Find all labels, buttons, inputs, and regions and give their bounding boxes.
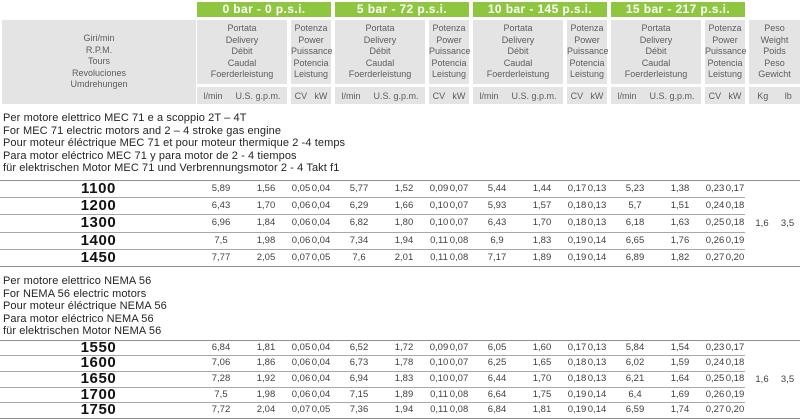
cell-cv: 0,24 [705, 357, 725, 369]
table-row [0, 197, 745, 214]
unit-kw: kW [728, 90, 742, 101]
cell-lmin: 6,05 [487, 341, 507, 353]
cell-cv: 0,11 [430, 388, 448, 400]
cell-gpm: 1,60 [532, 341, 552, 353]
unit-lb: lb [784, 90, 792, 101]
cell-lmin: 7,28 [211, 373, 231, 385]
cell-kw: 0,04 [311, 373, 331, 385]
weight-lb: 3,5 [780, 217, 795, 229]
cell-kw: 0,13 [587, 217, 607, 229]
cell-gpm: 1,94 [394, 404, 414, 416]
table-row [0, 355, 745, 371]
unit-lmin: l/min [203, 90, 223, 101]
cell-gpm: 1,75 [532, 388, 552, 400]
cell-lmin: 7,15 [349, 388, 369, 400]
cell-cv: 0,19 [567, 388, 587, 400]
cell-kw: 0,20 [725, 404, 745, 416]
weight-kg: 1,6 [755, 217, 769, 229]
cell-kw: 0,19 [725, 234, 745, 246]
cell-cv: 0,27 [705, 404, 725, 416]
unit-kg: Kg [757, 90, 769, 101]
cell-kw: 0,07 [449, 217, 469, 229]
table-header [0, 0, 800, 104]
cell-gpm: 1,56 [256, 182, 276, 194]
cell-lmin: 6,89 [625, 251, 645, 263]
cell-cv: 0,10 [429, 217, 449, 229]
cell-cv: 0,18 [567, 373, 587, 385]
unit-kw: kW [590, 90, 604, 101]
cell-gpm: 1,78 [394, 357, 414, 369]
table-row [0, 371, 745, 387]
cell-lmin: 6,25 [487, 357, 507, 369]
cell-gpm: 1,86 [256, 357, 276, 369]
cell-gpm: 1,81 [532, 404, 552, 416]
cell-cv: 0,06 [291, 388, 311, 400]
cell-gpm: 1,74 [670, 404, 690, 416]
cell-kw: 0,04 [311, 217, 331, 229]
cell-kw: 0,13 [587, 357, 607, 369]
cell-cv: 0,06 [291, 217, 311, 229]
cell-kw: 0,14 [587, 234, 607, 246]
unit-lmin: l/min [341, 90, 361, 101]
weight-cell [749, 181, 800, 266]
cell-gpm: 1,70 [532, 373, 552, 385]
cell-kw: 0,04 [311, 234, 331, 246]
cell-kw: 0,07 [449, 341, 469, 353]
unit-cv: CV [294, 90, 308, 101]
cell-lmin: 6,84 [211, 341, 231, 353]
flow-header-cell: Portata Delivery Débit Caudal Foerderleistung [473, 20, 563, 84]
cell-cv: 0,06 [291, 234, 311, 246]
cell-cv: 0,09 [429, 341, 449, 353]
cell-kw: 0,14 [587, 388, 607, 400]
pressure-bar-5bar: 5 bar - 72 p.s.i. [335, 2, 469, 17]
cell-gpm: 1,63 [670, 217, 690, 229]
cell-kw: 0,07 [449, 200, 469, 212]
cell-gpm: 1,98 [256, 388, 276, 400]
power-header-cell: Potenza Power Puissance Potencia Leistung [291, 20, 331, 84]
cell-kw: 0,07 [449, 357, 469, 369]
cell-gpm: 1,83 [394, 373, 414, 385]
cell-cv: 0,23 [705, 341, 725, 353]
cell-lmin: 6,73 [349, 357, 369, 369]
cell-kw: 0,14 [587, 404, 607, 416]
unit-cv: CV [570, 90, 584, 101]
cell-lmin: 7,77 [211, 251, 231, 263]
cell-gpm: 1,66 [394, 200, 414, 212]
cell-kw: 0,07 [449, 182, 469, 194]
cell-kw: 0,04 [311, 341, 331, 353]
cell-kw: 0,04 [311, 357, 331, 369]
nema56-rows [0, 338, 800, 419]
unit-kw: kW [314, 90, 328, 101]
power-units-cell [429, 87, 469, 104]
cell-lmin: 6,43 [211, 200, 231, 212]
cell-cv: 0,17 [567, 182, 587, 194]
power-header-cell: Potenza Power Puissance Potencia Leistung [705, 20, 745, 84]
cell-gpm: 1,89 [532, 251, 552, 263]
rpm-value: 1200 [80, 197, 117, 215]
cell-kw: 0,18 [725, 357, 745, 369]
cell-kw: 0,20 [725, 251, 745, 263]
cell-gpm: 1,82 [670, 251, 690, 263]
cell-cv: 0,11 [430, 251, 448, 263]
cell-gpm: 1,52 [394, 182, 414, 194]
unit-cv: CV [432, 90, 446, 101]
cell-gpm: 1,57 [532, 200, 552, 212]
cell-cv: 0,10 [429, 357, 449, 369]
cell-lmin: 6,96 [211, 217, 231, 229]
flow-units-cell [197, 87, 287, 104]
cell-kw: 0,19 [725, 388, 745, 400]
cell-gpm: 1,84 [256, 217, 276, 229]
cell-lmin: 7,5 [214, 234, 228, 246]
weight-kg: 1,6 [755, 373, 769, 385]
rpm-value: 1600 [80, 354, 117, 372]
cell-kw: 0,13 [587, 341, 607, 353]
cell-gpm: 2,05 [256, 251, 276, 263]
cell-gpm: 1,98 [256, 234, 276, 246]
cell-cv: 0,25 [705, 217, 725, 229]
pressure-bar-10bar: 10 bar - 145 p.s.i. [473, 2, 607, 17]
cell-lmin: 7,34 [349, 234, 369, 246]
flow-units-cell [335, 87, 425, 104]
table-row [0, 249, 745, 266]
unit-gpm: U.S. g.p.m. [373, 90, 419, 101]
cell-gpm: 1,70 [256, 200, 276, 212]
cell-gpm: 2,01 [394, 251, 414, 263]
cell-cv: 0,10 [429, 373, 449, 385]
cell-lmin: 5,89 [211, 182, 231, 194]
table-row [0, 402, 745, 418]
rpm-value: 1750 [80, 401, 117, 419]
cell-lmin: 5,93 [487, 200, 507, 212]
cell-lmin: 6,43 [487, 217, 507, 229]
cell-cv: 0,23 [705, 182, 725, 194]
cell-gpm: 1,76 [670, 234, 690, 246]
mec71-description: Per motore elettrico MEC 71 e a scoppio 2T – 4T For MEC 71 electric motors and 2 – 4 stroke gas engine Pour moteur éléctrique MEC 71 et pour moteur thermique 2 -4 temps Para motor eléctrico MEC 71 y para motor de 2 - 4 tiempos für elektrischen Motor MEC 71 und Verbrennungsmotor 2 - 4 Takt f1 [3, 112, 346, 175]
cell-kw: 0,04 [311, 388, 331, 400]
power-units-cell [567, 87, 607, 104]
cell-gpm: 1,70 [532, 217, 552, 229]
unit-gpm: U.S. g.p.m. [649, 90, 695, 101]
cell-lmin: 6,64 [487, 388, 507, 400]
cell-cv: 0,06 [291, 200, 311, 212]
cell-kw: 0,18 [725, 200, 745, 212]
weight-cell [749, 341, 800, 418]
rpm-value: 1700 [80, 385, 117, 403]
rpm-value: 1100 [81, 179, 116, 197]
cell-cv: 0,26 [705, 388, 725, 400]
cell-cv: 0,18 [567, 217, 587, 229]
table-row [0, 232, 745, 249]
cell-cv: 0,25 [705, 373, 725, 385]
cell-lmin: 5,7 [628, 200, 642, 212]
rpm-value: 1300 [80, 214, 117, 232]
cell-cv: 0,19 [567, 251, 587, 263]
unit-gpm: U.S. g.p.m. [235, 90, 281, 101]
cell-lmin: 7,5 [214, 388, 228, 400]
cell-cv: 0,05 [291, 182, 311, 194]
table-row [0, 214, 745, 231]
cell-cv: 0,07 [291, 251, 311, 263]
weight-lb: 3,5 [780, 373, 795, 385]
cell-kw: 0,04 [311, 200, 331, 212]
unit-cv: CV [708, 90, 722, 101]
power-units-cell [705, 87, 745, 104]
cell-cv: 0,10 [429, 200, 449, 212]
cell-cv: 0,17 [567, 341, 587, 353]
cell-kw: 0,04 [311, 182, 331, 194]
cell-kw: 0,18 [725, 373, 745, 385]
cell-lmin: 7,36 [349, 404, 369, 416]
cell-lmin: 6,65 [625, 234, 645, 246]
cell-lmin: 6,82 [349, 217, 369, 229]
unit-lmin: l/min [617, 90, 637, 101]
cell-kw: 0,14 [587, 251, 607, 263]
cell-cv: 0,26 [705, 234, 725, 246]
weight-header-cell: Peso Weight Poids Peso Gewicht [749, 20, 800, 84]
cell-gpm: 1,94 [394, 234, 414, 246]
cell-kw: 0,08 [449, 251, 469, 263]
cell-cv: 0,19 [567, 234, 587, 246]
flow-units-cell [611, 87, 701, 104]
cell-cv: 0,05 [291, 341, 311, 353]
unit-lmin: l/min [479, 90, 499, 101]
cell-gpm: 1,38 [670, 182, 690, 194]
cell-lmin: 6,29 [349, 200, 369, 212]
rpm-value: 1550 [80, 338, 117, 356]
cell-gpm: 1,80 [394, 217, 414, 229]
weight-units-cell [749, 87, 800, 104]
cell-lmin: 5,77 [349, 182, 369, 194]
cell-cv: 0,27 [705, 251, 725, 263]
flow-header-cell: Portata Delivery Débit Caudal Foerderleistung [197, 20, 287, 84]
cell-gpm: 1,51 [670, 200, 690, 212]
cell-cv: 0,18 [567, 200, 587, 212]
cell-cv: 0,06 [291, 357, 311, 369]
cell-kw: 0,07 [449, 373, 469, 385]
cell-gpm: 2,04 [256, 404, 276, 416]
cell-gpm: 1,92 [256, 373, 276, 385]
rpm-header-cell: Giri/min R.P.M. Tours Revoluciones Umdrehungen [2, 20, 196, 104]
cell-gpm: 1,72 [394, 341, 414, 353]
cell-gpm: 1,59 [670, 357, 690, 369]
cell-lmin: 5,84 [625, 341, 645, 353]
cell-cv: 0,06 [291, 373, 311, 385]
cell-gpm: 1,83 [532, 234, 552, 246]
rpm-value: 1650 [80, 370, 117, 388]
cell-kw: 0,13 [587, 200, 607, 212]
flow-header-cell: Portata Delivery Débit Caudal Foerderleistung [335, 20, 425, 84]
cell-lmin: 5,23 [625, 182, 645, 194]
cell-lmin: 6,94 [349, 373, 369, 385]
unit-kw: kW [452, 90, 466, 101]
rpm-value: 1450 [80, 248, 117, 266]
cell-gpm: 1,64 [670, 373, 690, 385]
cell-cv: 0,09 [429, 182, 449, 194]
cell-lmin: 7,17 [487, 251, 507, 263]
cell-lmin: 7,72 [211, 404, 231, 416]
rpm-value: 1400 [80, 231, 117, 249]
cell-cv: 0,11 [430, 234, 448, 246]
cell-lmin: 6,21 [625, 373, 645, 385]
cell-kw: 0,05 [311, 251, 331, 263]
pressure-bar-15bar: 15 bar - 217 p.s.i. [611, 2, 745, 17]
cell-lmin: 7,06 [211, 357, 231, 369]
cell-kw: 0,18 [725, 217, 745, 229]
table-row [0, 338, 745, 356]
cell-gpm: 1,44 [532, 182, 552, 194]
power-header-cell: Potenza Power Puissance Potencia Leistung [429, 20, 469, 84]
cell-gpm: 1,65 [532, 357, 552, 369]
cell-kw: 0,08 [449, 388, 469, 400]
cell-gpm: 1,89 [394, 388, 414, 400]
cell-cv: 0,19 [567, 404, 587, 416]
pressure-bar-0bar: 0 bar - 0 p.s.i. [197, 2, 331, 17]
table-row [0, 181, 745, 197]
cell-kw: 0,13 [587, 373, 607, 385]
cell-lmin: 5,44 [487, 182, 507, 194]
cell-cv: 0,07 [291, 404, 311, 416]
cell-lmin: 6,44 [487, 373, 507, 385]
mec71-data-table [0, 180, 800, 267]
unit-gpm: U.S. g.p.m. [511, 90, 557, 101]
table-row [0, 387, 745, 403]
cell-gpm: 1,54 [670, 341, 690, 353]
cell-lmin: 6,59 [625, 404, 645, 416]
cell-kw: 0,08 [449, 234, 469, 246]
cell-kw: 0,13 [587, 182, 607, 194]
power-header-cell: Potenza Power Puissance Potencia Leistung [567, 20, 607, 84]
cell-gpm: 1,69 [670, 388, 690, 400]
flow-units-cell [473, 87, 563, 104]
cell-lmin: 6,02 [625, 357, 645, 369]
cell-cv: 0,11 [430, 404, 448, 416]
cell-gpm: 1,81 [256, 341, 276, 353]
cell-kw: 0,05 [311, 404, 331, 416]
cell-kw: 0,17 [725, 182, 745, 194]
nema56-description: Per motore elettrico NEMA 56 For NEMA 56 electric motors Pour moteur éléctrique NEMA 56 Para motor eléctrico NEMA 56 für elektrischen Motor NEMA 56 [3, 274, 167, 338]
cell-lmin: 6,52 [349, 341, 369, 353]
cell-lmin: 6,4 [628, 388, 642, 400]
cell-lmin: 6,84 [487, 404, 507, 416]
cell-kw: 0,17 [725, 341, 745, 353]
cell-lmin: 7,6 [352, 251, 366, 263]
cell-lmin: 6,18 [625, 217, 645, 229]
mec71-rows [0, 181, 800, 266]
cell-cv: 0,18 [567, 357, 587, 369]
cell-lmin: 6,9 [490, 234, 504, 246]
flow-header-cell: Portata Delivery Débit Caudal Foerderleistung [611, 20, 701, 84]
cell-kw: 0,08 [449, 404, 469, 416]
cell-cv: 0,24 [705, 200, 725, 212]
nema56-data-table [0, 340, 800, 419]
power-units-cell [291, 87, 331, 104]
